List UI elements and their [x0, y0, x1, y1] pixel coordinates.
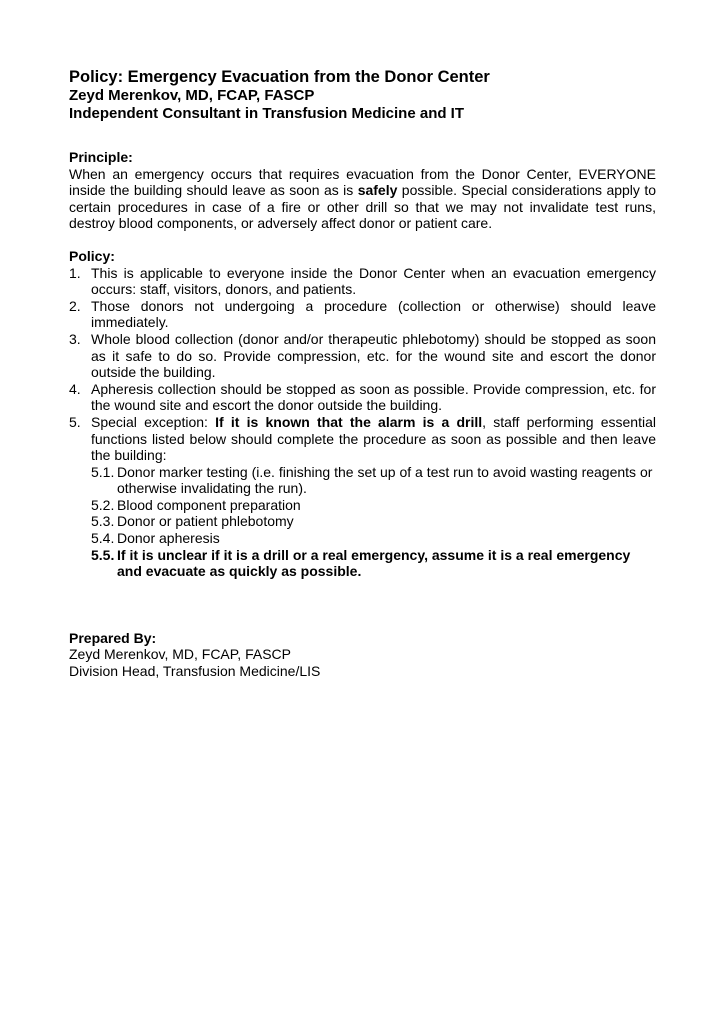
policy-item [69, 298, 656, 331]
policy-item [69, 265, 656, 298]
sub-item [91, 513, 656, 530]
policy-list [69, 265, 656, 580]
document-header [69, 68, 656, 123]
sub-item [91, 497, 656, 514]
principle-section [69, 149, 656, 232]
policy-item-text: Whole blood collection (donor and/or therapeutic phlebotomy) should be stopped as soon as it safe to do so. Provide compression, etc. for the wound site and escort the donor outside the building. [91, 330, 656, 381]
policy-item-text: Apheresis collection should be stopped as soon as possible. Provide compression, etc. for the wound site and escort the donor outside the building. [91, 380, 656, 414]
sub-item-number: 5.1. [91, 463, 115, 480]
sub-item [91, 464, 656, 497]
sub-item-text: Donor apheresis [117, 530, 220, 547]
policy-item-number: 3. [69, 330, 81, 347]
principle-emphasis: safely [357, 182, 398, 199]
document-title: Policy: Emergency Evacuation from the Donor Center [69, 68, 490, 86]
sub-item-text: Donor or patient phlebotomy [117, 513, 294, 530]
sub-item-text: Blood component preparation [117, 496, 301, 513]
principle-text-start: When an emergency occurs that requires evacuation from the Donor Center, EVERYONE inside the building should leave as soon as is [69, 165, 656, 199]
policy-item [69, 381, 656, 414]
author-affiliation: Independent Consultant in Transfusion Medicine and IT [69, 105, 465, 122]
prepared-by-heading: Prepared By: [69, 629, 157, 646]
policy-item-number: 5. [69, 413, 81, 430]
policy-item-text-end: , staff performing essential functions listed below should complete the procedure as soon as possible and then leave the building: [91, 413, 656, 464]
policy-item-text-start: Special exception: [91, 413, 216, 430]
sub-item-number: 5.2. [91, 496, 115, 513]
policy-item-text: This is applicable to everyone inside the Donor Center when an evacuation emergency occurs: staff, visitors, donors, and patients. [91, 264, 656, 298]
policy-item-number: 1. [69, 264, 81, 281]
sub-item [91, 530, 656, 547]
prepared-by-section [69, 630, 656, 680]
spacer [69, 580, 656, 630]
policy-section [69, 248, 656, 580]
sub-item-text: Donor marker testing (i.e. finishing the set up of a test run to avoid wasting reagents or otherwise invalidating the run). [117, 463, 653, 497]
sub-item-number: 5.5. [91, 546, 115, 563]
policy-heading: Policy: [69, 247, 115, 264]
preparer-position: Division Head, Transfusion Medicine/LIS [69, 663, 321, 680]
policy-document [69, 68, 656, 680]
principle-text-end: possible. Special considerations apply to certain procedures in case of a fire or other drill so that we may not invalidate test runs, destroy blood components, or adversely affect donor or patient care. [69, 182, 656, 232]
policy-item [69, 331, 656, 381]
policy-item-text: Those donors not undergoing a procedure (collection or otherwise) should leave immediately. [91, 297, 656, 331]
sub-item-number: 5.4. [91, 530, 115, 547]
sub-item-number: 5.3. [91, 513, 115, 530]
principle-text [69, 166, 656, 232]
preparer-name: Zeyd Merenkov, MD, FCAP, FASCP [69, 646, 291, 663]
author-name: Zeyd Merenkov, MD, FCAP, FASCP [69, 87, 315, 104]
sub-item-warning [91, 547, 656, 580]
spacer [69, 123, 656, 149]
essential-functions-list [91, 464, 656, 580]
sub-item-text: If it is unclear if it is a drill or a real emergency, assume it is a real emergency and evacuate as quickly as possible. [117, 546, 631, 580]
principle-heading: Principle: [69, 149, 133, 165]
spacer [69, 232, 656, 248]
policy-item-emphasis: If it is known that the alarm is a drill [215, 413, 483, 430]
policy-item-number: 2. [69, 297, 81, 314]
policy-item-number: 4. [69, 380, 81, 397]
policy-item-special-exception [69, 414, 656, 580]
